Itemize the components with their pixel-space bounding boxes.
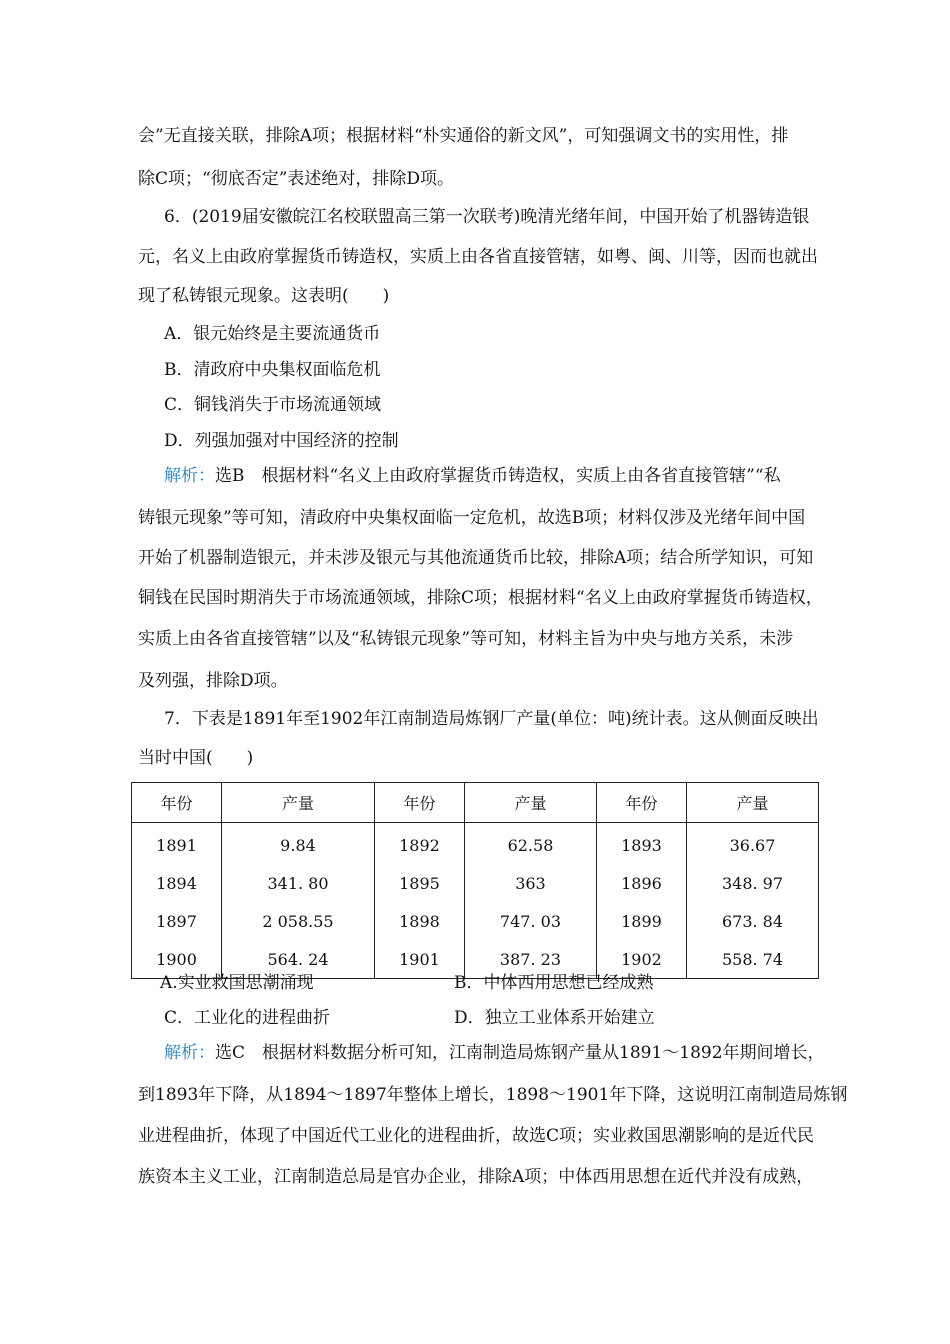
option-c: C．铜钱消失于市场流通领域 [164, 395, 382, 415]
table-cell: 387. 23 [464, 940, 596, 979]
table-cell: 1893 [596, 823, 686, 865]
table-cell: 1900 [132, 940, 222, 979]
option-c: C．工业化的进程曲折 [164, 1008, 331, 1028]
table-cell: 1895 [374, 864, 464, 902]
option-b: B．中体西用思想已经成熟 [454, 973, 654, 993]
table-cell: 1896 [596, 864, 686, 902]
answer-text: 选B 根据材料“名义上由政府掌握货币铸造权，实质上由各省直接管辖”“私 [215, 466, 781, 486]
table-cell: 1891 [132, 823, 222, 865]
table-cell: 564. 24 [222, 940, 375, 979]
table-cell: 1898 [374, 902, 464, 940]
text-line: 实质上由各省直接管辖”以及“私铸银元现象”等可知，材料主旨为中央与地方关系，未涉 [138, 629, 794, 649]
answer-7-first-line [164, 1041, 825, 1065]
text-line: 除C项；“彻底否定”表述绝对，排除D项。 [138, 169, 455, 189]
table-cell: 341. 80 [222, 864, 375, 902]
header-output: 产量 [464, 783, 596, 823]
table-cell: 62.58 [464, 823, 596, 865]
table-cell: 673. 84 [686, 902, 818, 940]
table-header-row [132, 783, 819, 823]
table-cell: 2 058.55 [222, 902, 375, 940]
table-cell: 1892 [374, 823, 464, 865]
analysis-label: 解析： [164, 466, 215, 486]
text-line: 现了私铸银元现象。这表明( ) [138, 286, 390, 306]
text-line: 当时中国( ) [138, 748, 254, 768]
text-line: 铸银元现象”等可知，清政府中央集权面临一定危机，故选B项；材料仅涉及光绪年间中国 [138, 508, 806, 528]
table-row [132, 902, 819, 940]
header-output: 产量 [686, 783, 818, 823]
table-cell: 1899 [596, 902, 686, 940]
table-cell: 747. 03 [464, 902, 596, 940]
table-cell: 36.67 [686, 823, 818, 865]
question-7-stem: 7．下表是1891年至1902年江南制造局炼钢厂产量(单位：吨)统计表。这从侧面反映出 [164, 709, 819, 729]
table-cell: 363 [464, 864, 596, 902]
option-d: D．独立工业体系开始建立 [454, 1008, 655, 1028]
steel-output-table [131, 782, 819, 979]
table-row [132, 823, 819, 865]
answer-6-first-line [164, 464, 781, 488]
text-line: 会”无直接关联，排除A项；根据材料“朴实通俗的新文风”，可知强调文书的实用性，排 [138, 126, 789, 146]
table-cell: 9.84 [222, 823, 375, 865]
header-year: 年份 [374, 783, 464, 823]
table-cell: 1897 [132, 902, 222, 940]
table-cell: 1902 [596, 940, 686, 979]
header-output: 产量 [222, 783, 375, 823]
option-a: A．银元始终是主要流通货币 [164, 324, 381, 344]
table-cell: 558. 74 [686, 940, 818, 979]
table-row [132, 864, 819, 902]
table-cell: 1894 [132, 864, 222, 902]
question-6-stem: 6．(2019届安徽皖江名校联盟高三第一次联考)晚清光绪年间，中国开始了机器铸造银 [164, 207, 810, 227]
option-a: A.实业救国思潮涌现 [160, 973, 314, 993]
table-cell: 348. 97 [686, 864, 818, 902]
text-line: 业进程曲折，体现了中国近代工业化的进程曲折，故选C项；实业救国思潮影响的是近代民 [138, 1126, 815, 1146]
text-line: 及列强，排除D项。 [138, 671, 288, 691]
text-line: 到1893年下降，从1894～1897年整体上增长，1898～1901年下降，这说明江南制造局炼钢 [138, 1085, 848, 1105]
text-line: 开始了机器制造银元，并未涉及银元与其他流通货币比较，排除A项；结合所学知识，可知 [138, 548, 814, 568]
answer-text: 选C 根据材料数据分析可知，江南制造局炼钢产量从1891～1892年期间增长， [215, 1043, 825, 1063]
text-line: 元，名义上由政府掌握货币铸造权，实质上由各省直接管辖，如粤、闽、川等，因而也就出 [138, 247, 818, 267]
header-year: 年份 [132, 783, 222, 823]
header-year: 年份 [596, 783, 686, 823]
option-b: B．清政府中央集权面临危机 [164, 360, 381, 380]
option-d: D．列强加强对中国经济的控制 [164, 431, 399, 451]
table-cell: 1901 [374, 940, 464, 979]
analysis-label: 解析： [164, 1043, 215, 1063]
text-line: 铜钱在民国时期消失于市场流通领域，排除C项；根据材料“名义上由政府掌握货币铸造权， [138, 588, 823, 608]
text-line: 族资本主义工业，江南制造总局是官办企业，排除A项；中体西用思想在近代并没有成熟， [138, 1167, 814, 1187]
